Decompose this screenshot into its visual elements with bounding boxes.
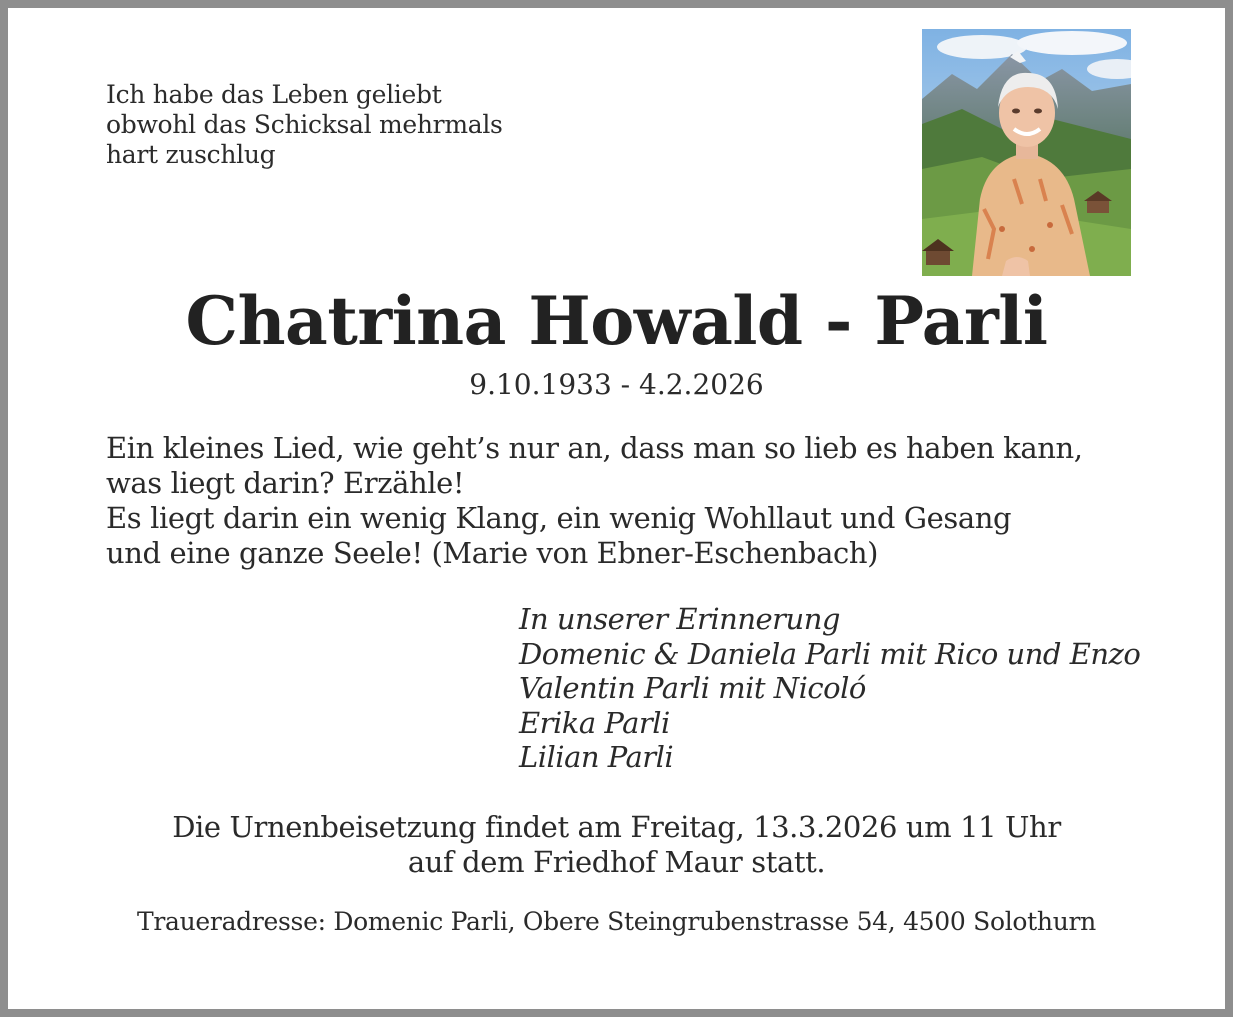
motto-quote <box>106 80 503 170</box>
poem-line: Es liegt darin ein wenig Klang, ein wenig Wohllaut und Gesang <box>106 501 1012 535</box>
ceremony-line: Die Urnenbeisetzung findet am Freitag, 13.3.2026 um 11 Uhr <box>172 810 1061 844</box>
ceremony-line: auf dem Friedhof Maur statt. <box>407 845 826 879</box>
portrait-photo <box>922 29 1131 276</box>
mourners-heading: In unserer Erinnerung <box>519 602 840 636</box>
mourner-entry: Domenic & Daniela Parli mit Rico und Enzo <box>519 636 1141 671</box>
portrait-photo-icon <box>922 29 1131 276</box>
poem-line: und eine ganze Seele! (Marie von Ebner-Eschenbach) <box>106 536 879 570</box>
motto-line: obwohl das Schicksal mehrmals <box>106 110 503 139</box>
mourning-address: Traueradresse: Domenic Parli, Obere Steingrubenstrasse 54, 4500 Solothurn <box>137 907 1096 936</box>
mourners-list <box>519 602 1140 775</box>
poem-line: Ein kleines Lied, wie geht’s nur an, dass man so lieb es haben kann, <box>106 431 1083 465</box>
obituary-sheet <box>8 8 1225 1009</box>
motto-line: hart zuschlug <box>106 140 276 169</box>
mourner-entry: Erika Parli <box>519 705 670 740</box>
mourner-entry: Valentin Parli mit Nicoló <box>519 671 866 705</box>
life-dates: 9.10.1933 - 4.2.2026 <box>469 368 764 401</box>
ceremony-notice <box>8 810 1225 880</box>
poem-line: was liegt darin? Erzähle! <box>106 466 465 500</box>
motto-line: Ich habe das Leben geliebt <box>106 80 442 109</box>
poem-quote <box>106 431 1083 571</box>
deceased-name: Chatrina Howald - Parli <box>185 282 1048 360</box>
mourner-entry: Lilian Parli <box>519 740 674 774</box>
